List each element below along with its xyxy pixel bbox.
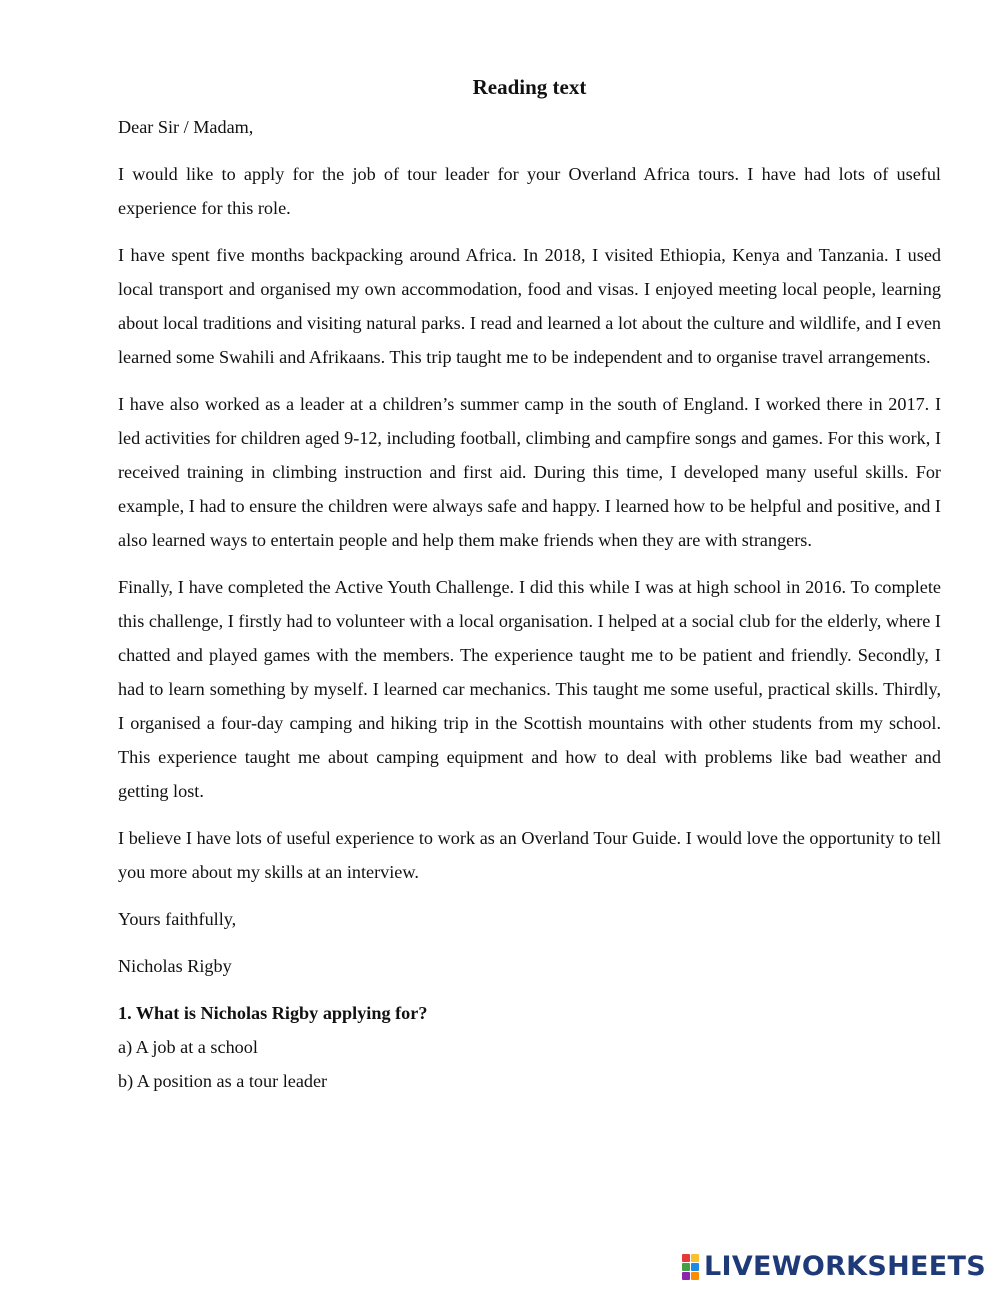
paragraph-conclusion: I believe I have lots of useful experience to work as an Overland Tour Guide. I would love the opportunity to tell you more about my skills at an interview.	[118, 828, 941, 882]
worksheet-page	[118, 70, 941, 1098]
paragraph-africa-trip: I have spent five months backpacking around Africa. In 2018, I visited Ethiopia, Kenya and Tanzania. I used local transport and organised my own accommodation, food and visas. I enjoyed meeting local people, learning about local traditions and visiting natural parks. I read and learned a lot about the culture and wildlife, and I even learned some Swahili and Afrikaans. This trip taught me to be independent and to organise travel arrangements.	[118, 245, 941, 367]
logo-text: LIVEWORKSHEETS	[703, 1251, 986, 1282]
answer-option-b[interactable]: b) A position as a tour leader	[118, 1071, 328, 1091]
salutation: Dear Sir / Madam,	[118, 117, 254, 137]
paragraph-summer-camp: I have also worked as a leader at a children’s summer camp in the south of England. I worked there in 2017. I led activities for children aged 9-12, including football, climbing and campfire songs and games. For this work, I received training in climbing instruction and first aid. During this time, I developed many useful skills. For example, I had to ensure the children were always safe and happy. I learned how to be helpful and positive, and I also learned ways to entertain people and help them make friends when they are with strangers.	[118, 394, 941, 550]
question-text: 1. What is Nicholas Rigby applying for?	[118, 1003, 428, 1023]
page-title: Reading text	[472, 75, 587, 99]
logo-square	[682, 1272, 690, 1280]
closing: Yours faithfully,	[118, 909, 237, 929]
answer-option-a[interactable]: a) A job at a school	[118, 1037, 258, 1057]
paragraph-youth-challenge: Finally, I have completed the Active Youth Challenge. I did this while I was at high school in 2016. To complete this challenge, I firstly had to volunteer with a local organisation. I helped at a social club for the elderly, where I chatted and played games with the members. The experience taught me to be patient and friendly. Secondly, I had to learn something by myself. I learned car mechanics. This taught me some useful, practical skills. Thirdly, I organised a four-day camping and hiking trip in the Scottish mountains with other students from my school. This experience taught me about camping equipment and how to deal with problems like bad weather and getting lost.	[118, 577, 941, 801]
logo-square	[682, 1254, 690, 1262]
logo-square	[691, 1272, 699, 1280]
logo-square	[682, 1263, 690, 1271]
paragraph-intro: I would like to apply for the job of tour leader for your Overland Africa tours. I have had lots of useful experience for this role.	[118, 164, 941, 218]
signature: Nicholas Rigby	[118, 956, 232, 976]
liveworksheets-logo	[682, 1252, 986, 1282]
logo-square	[691, 1263, 699, 1271]
liveworksheets-logo-icon	[682, 1254, 699, 1280]
quiz-question-1	[118, 996, 941, 1098]
logo-square	[691, 1254, 699, 1262]
